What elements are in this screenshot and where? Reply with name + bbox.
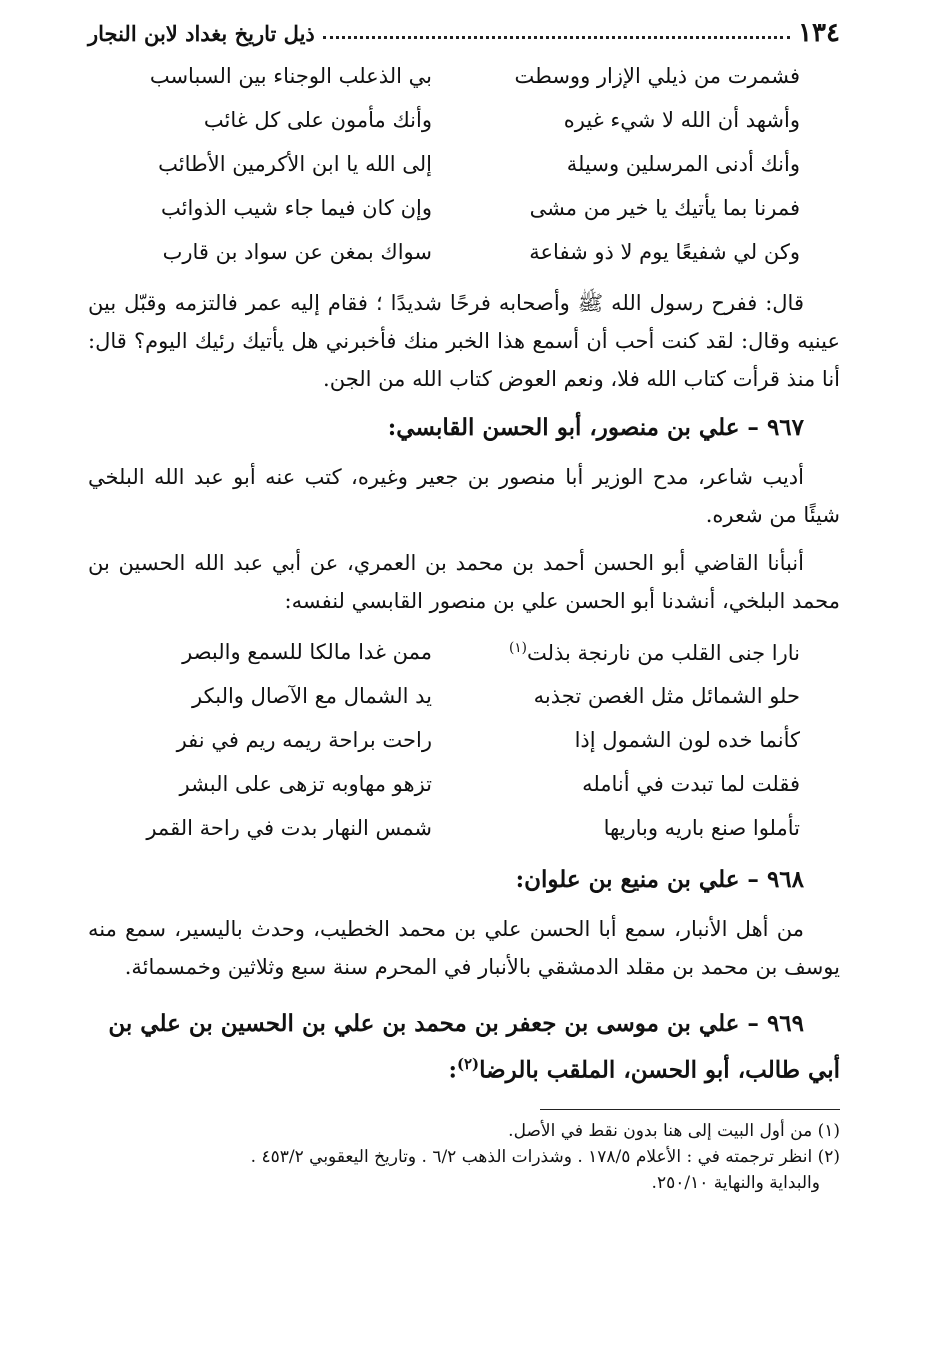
entry-heading-967: ٩٦٧ – علي بن منصور، أبو الحسن القابسي: <box>387 414 804 441</box>
verse-second-hemistich: راحت براحة ريمه ريم في نفر <box>176 728 432 752</box>
footnote-marker: (١) <box>509 639 527 656</box>
verse-second-hemistich: شمس النهار بدت في راحة القمر <box>146 816 432 840</box>
entry-heading-968: ٩٦٨ – علي بن منيع بن علوان: <box>515 866 804 893</box>
heading-text: ٩٦٩ – علي بن موسى بن جعفر بن محمد بن علي بن الحسين بن علي بن أبي طالب، أبو الحسن، الملقب بالرضا <box>108 1010 840 1084</box>
book-page <box>88 12 840 1196</box>
entry-heading-969 <box>88 1004 840 1091</box>
verse-second-hemistich: سواك بمغن عن سواد بن قارب <box>162 240 432 264</box>
footnote-2-continuation: والبداية والنهاية ٢٥٠/١٠. <box>651 1172 820 1193</box>
footnote-2: (٢) انظر ترجمته في : الأعلام ١٧٨/٥ . وشذرات الذهب ٦/٢ . وتاريخ اليعقوبي ٤٥٣/٢ . <box>250 1146 840 1167</box>
verse-line <box>88 98 840 142</box>
verse-second-hemistich: يد الشمال مع الآصال والبكر <box>192 684 432 708</box>
verse-line <box>88 674 840 718</box>
verse-line <box>88 186 840 230</box>
hemistich-text: نارا جنى القلب من نارنجة بذلت <box>526 640 800 665</box>
verse-second-hemistich: تزهو مهاوبه تزهى على البشر <box>179 772 432 796</box>
verse-line <box>88 806 840 850</box>
paragraph-narration: قال: ففرح رسول الله ﷺ وأصحابه فرحًا شديدًا ؛ فقام إليه عمر فالتزمه وقبّل بين عينيه وقال: لقد كنت أحب أن أسمع هذا الخبر منك فأخبرني هل يأتيك رئيك اليوم؟ قال: أنا منذ قرأت كتاب الله فلا، ونعم العوض كتاب الله من الجن. <box>88 291 840 391</box>
entry-968-biography: من أهل الأنبار، سمع أبا الحسن علي بن محمد الخطيب، وحدث باليسير، سمع منه يوسف بن محمد بن مقلد الدمشقي بالأنبار في المحرم سنة سبع وثلاثين وخمسمائة. <box>88 917 840 979</box>
verse-line <box>88 54 840 98</box>
footnote-1: (١) من أول البيت إلى هنا بدون نقط في الأصل. <box>508 1120 840 1141</box>
verse-first-hemistich: تأملوا صنع باريه وباريها <box>603 816 800 840</box>
verse-first-hemistich <box>480 640 840 665</box>
verse-first-hemistich: وكن لي شفيعًا يوم لا ذو شفاعة <box>529 240 800 264</box>
entry-967-isnad: أنبأنا القاضي أبو الحسن أحمد بن محمد بن العمري، عن أبي عبد الله الحسين بن محمد البلخي، أنشدنا أبو الحسن علي بن منصور القابسي لنفسه: <box>88 551 840 613</box>
verse-first-hemistich: وأشهد أن الله لا شيء غيره <box>563 108 800 132</box>
verse-second-hemistich: وإن كان فيما جاء شيب الذوائب <box>160 196 432 220</box>
header-dotted-leader <box>323 36 790 39</box>
verse-first-hemistich: حلو الشمائل مثل الغصن تجذبه <box>533 684 800 708</box>
entry-967-biography: أديب شاعر، مدح الوزير أبا منصور بن جعير وغيره، كتب عنه أبو عبد الله البلخي شيئًا من شعره. <box>88 465 840 527</box>
verse-second-hemistich: إلى الله يا ابن الأكرمين الأطائب <box>158 152 432 176</box>
verse-second-hemistich: ممن غدا مالكا للسمع والبصر <box>182 640 432 664</box>
verse-first-hemistich: فقلت لما تبدت في أنامله <box>582 772 800 796</box>
verse-first-hemistich: كأنما خده لون الشمول إذا <box>574 728 800 752</box>
poem-first <box>88 54 840 274</box>
verse-first-hemistich: فمرنا بما يأتيك يا خير من مشى <box>529 196 800 220</box>
heading-colon: : <box>448 1056 457 1084</box>
verse-first-hemistich: وأنك أدنى المرسلين وسيلة <box>566 152 800 176</box>
verse-line <box>88 142 840 186</box>
verse-line <box>88 718 840 762</box>
poem-second <box>88 630 840 850</box>
verse-line <box>88 630 840 674</box>
verse-first-hemistich: فشمرت من ذيلي الإزار ووسطت <box>514 64 800 88</box>
page-number: ١٣٤ <box>798 18 840 48</box>
book-title: ذيل تاريخ بغداد لابن النجار <box>88 20 315 46</box>
verse-second-hemistich: بي الذعلب الوجناء بين السباسب <box>149 64 432 88</box>
verse-second-hemistich: وأنك مأمون على كل غائب <box>203 108 432 132</box>
footnote-marker: (٢) <box>456 1055 480 1073</box>
page-header <box>88 12 840 54</box>
verse-line <box>88 762 840 806</box>
verse-line <box>88 230 840 274</box>
